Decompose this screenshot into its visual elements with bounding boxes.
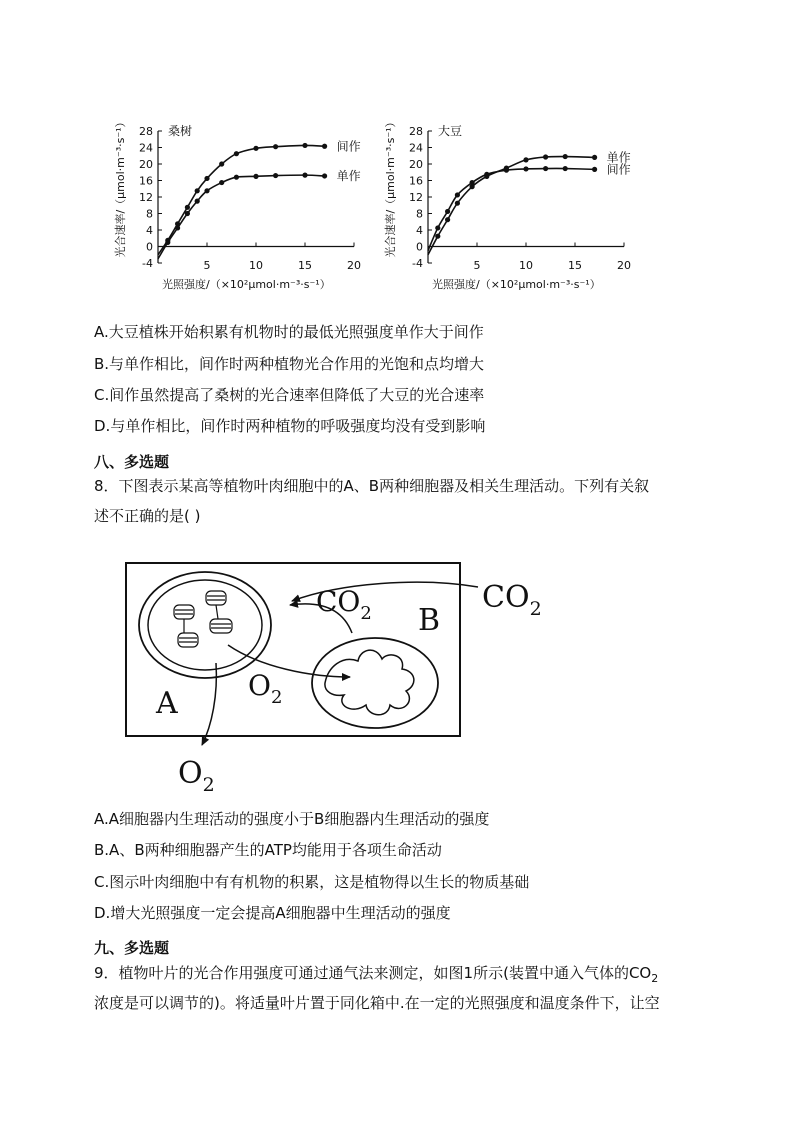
data-point <box>273 144 278 149</box>
data-point <box>543 166 548 171</box>
data-point <box>523 166 528 171</box>
y-tick-label: 4 <box>416 224 423 237</box>
o2-inner-label: $O_2$ <box>248 669 283 708</box>
data-point <box>563 154 568 159</box>
q7-option-c: C.间作虽然提高了桑树的光合速率但降低了大豆的光合速率 <box>94 386 485 404</box>
data-point <box>273 173 278 178</box>
x-tick-label: 20 <box>347 259 361 272</box>
chloroplast-outer-membrane <box>139 572 271 678</box>
y-tick-label: -4 <box>142 257 153 270</box>
q8-option-d: D.增大光照强度一定会提高A细胞器中生理活动的强度 <box>94 904 451 922</box>
series-label: 单作 <box>606 150 631 165</box>
data-point <box>445 217 450 222</box>
x-tick-label: 20 <box>617 259 631 272</box>
data-point <box>234 151 239 156</box>
data-point <box>185 205 190 210</box>
y-axis-label: 光合速率/（μmol·m⁻³·s⁻¹） <box>114 116 127 258</box>
data-point <box>484 172 489 177</box>
q8-option-c: C.图示叶肉细胞中有有机物的积累，这是植物得以生长的物质基础 <box>94 873 530 891</box>
y-tick-label: 4 <box>146 224 153 237</box>
question-8-line-1: 8．下图表示某高等植物叶肉细胞中的A、B两种细胞器及相关生理活动。下列有关叙 <box>94 477 650 495</box>
y-tick-label: 12 <box>409 191 423 204</box>
data-point <box>435 225 440 230</box>
y-tick-label: 8 <box>416 207 423 221</box>
data-point <box>322 173 327 178</box>
section-heading-8: 八、多选题 <box>94 453 170 471</box>
data-point <box>470 180 475 185</box>
data-point <box>445 209 450 214</box>
q7-option-a: A.大豆植株开始积累有机物时的最低光照强度单作大于间作 <box>94 323 484 341</box>
chart-panel-label: 桑树 <box>168 124 193 138</box>
y-tick-label: 24 <box>409 141 423 155</box>
y-tick-label: 16 <box>139 174 153 188</box>
data-point <box>253 174 258 179</box>
data-point <box>523 157 528 162</box>
chloroplast-inner-membrane <box>148 580 262 670</box>
y-tick-label: 0 <box>416 240 423 254</box>
data-point <box>504 168 509 173</box>
y-tick-label: 28 <box>139 125 153 138</box>
data-point <box>204 188 209 193</box>
grana-icon <box>174 591 232 647</box>
label-a: A <box>156 686 178 721</box>
mitochondrion-cristae <box>325 650 414 715</box>
chart-mulberry-svg <box>108 98 378 298</box>
question-9-line-2: 浓度是可以调节的)。将适量叶片置于同化箱中.在一定的光照强度和温度条件下，让空 <box>94 994 660 1012</box>
o2-out-label: $O_2$ <box>178 756 215 796</box>
y-tick-label: 8 <box>146 207 153 221</box>
data-point <box>165 240 170 245</box>
data-point <box>302 173 307 178</box>
question-8-line-2: 述不正确的是( ) <box>94 507 201 525</box>
o2-out-arrow-icon <box>202 663 216 745</box>
series-label: 间作 <box>336 139 361 154</box>
data-point <box>219 161 224 166</box>
data-point <box>543 154 548 159</box>
data-point <box>234 175 239 180</box>
chart-soybean-svg <box>378 98 648 298</box>
data-point <box>592 155 597 160</box>
data-point <box>195 199 200 204</box>
series-line-0 <box>158 145 325 254</box>
y-tick-label: -4 <box>412 257 423 270</box>
data-point <box>185 211 190 216</box>
data-point <box>592 167 597 172</box>
q8-option-a: A.A细胞器内生理活动的强度小于B细胞器内生理活动的强度 <box>94 810 490 828</box>
co2-inner-label: $CO_2$ <box>316 585 372 624</box>
data-point <box>435 234 440 239</box>
chart-panel-label: 大豆 <box>438 124 463 138</box>
y-tick-label: 20 <box>139 158 153 171</box>
y-tick-label: 20 <box>409 158 423 171</box>
series-line-0 <box>428 157 595 255</box>
x-tick-label: 5 <box>203 259 211 272</box>
question-9-line-1: 9．植物叶片的光合作用强度可通过通气法来测定，如图1所示(装置中通入气体的$CO_2$ <box>94 964 659 985</box>
y-tick-label: 28 <box>409 125 423 138</box>
x-tick-label: 10 <box>519 259 533 272</box>
x-axis-label: 光照强度/（×10²μmol·m⁻³·s⁻¹） <box>432 278 601 291</box>
data-point <box>253 146 258 151</box>
organelle-diagram <box>120 555 550 804</box>
data-point <box>175 225 180 230</box>
q8-option-b: B.A、B两种细胞器产生的ATP均能用于各项生命活动 <box>94 841 442 859</box>
data-point <box>302 143 307 148</box>
data-point <box>563 166 568 171</box>
co2-outer-label: $CO_2$ <box>482 580 542 620</box>
chart-soybean <box>378 98 648 302</box>
y-tick-label: 16 <box>409 174 423 188</box>
data-point <box>204 176 209 181</box>
x-tick-label: 15 <box>568 259 582 272</box>
data-point <box>455 201 460 206</box>
chart-mulberry <box>108 98 378 302</box>
section-heading-9: 九、多选题 <box>94 939 170 957</box>
y-tick-label: 12 <box>139 191 153 204</box>
y-tick-label: 24 <box>139 141 153 155</box>
y-axis-label: 光合速率/（μmol·m⁻³·s⁻¹） <box>384 116 397 258</box>
data-point <box>322 144 327 149</box>
series-label: 单作 <box>336 168 361 183</box>
data-point <box>219 180 224 185</box>
x-tick-label: 15 <box>298 259 312 272</box>
label-b: B <box>418 603 441 638</box>
organelle-diagram-svg <box>120 555 550 800</box>
series-label: 间作 <box>606 162 631 177</box>
data-point <box>195 188 200 193</box>
x-tick-label: 5 <box>473 259 481 272</box>
y-tick-label: 0 <box>146 240 153 254</box>
data-point <box>455 192 460 197</box>
x-axis-label: 光照强度/（×10²μmol·m⁻³·s⁻¹） <box>162 278 331 291</box>
x-tick-label: 10 <box>249 259 263 272</box>
q7-option-b: B.与单作相比，间作时两种植物光合作用的光饱和点均增大 <box>94 355 485 373</box>
q7-option-d: D.与单作相比，间作时两种植物的呼吸强度均没有受到影响 <box>94 417 486 435</box>
